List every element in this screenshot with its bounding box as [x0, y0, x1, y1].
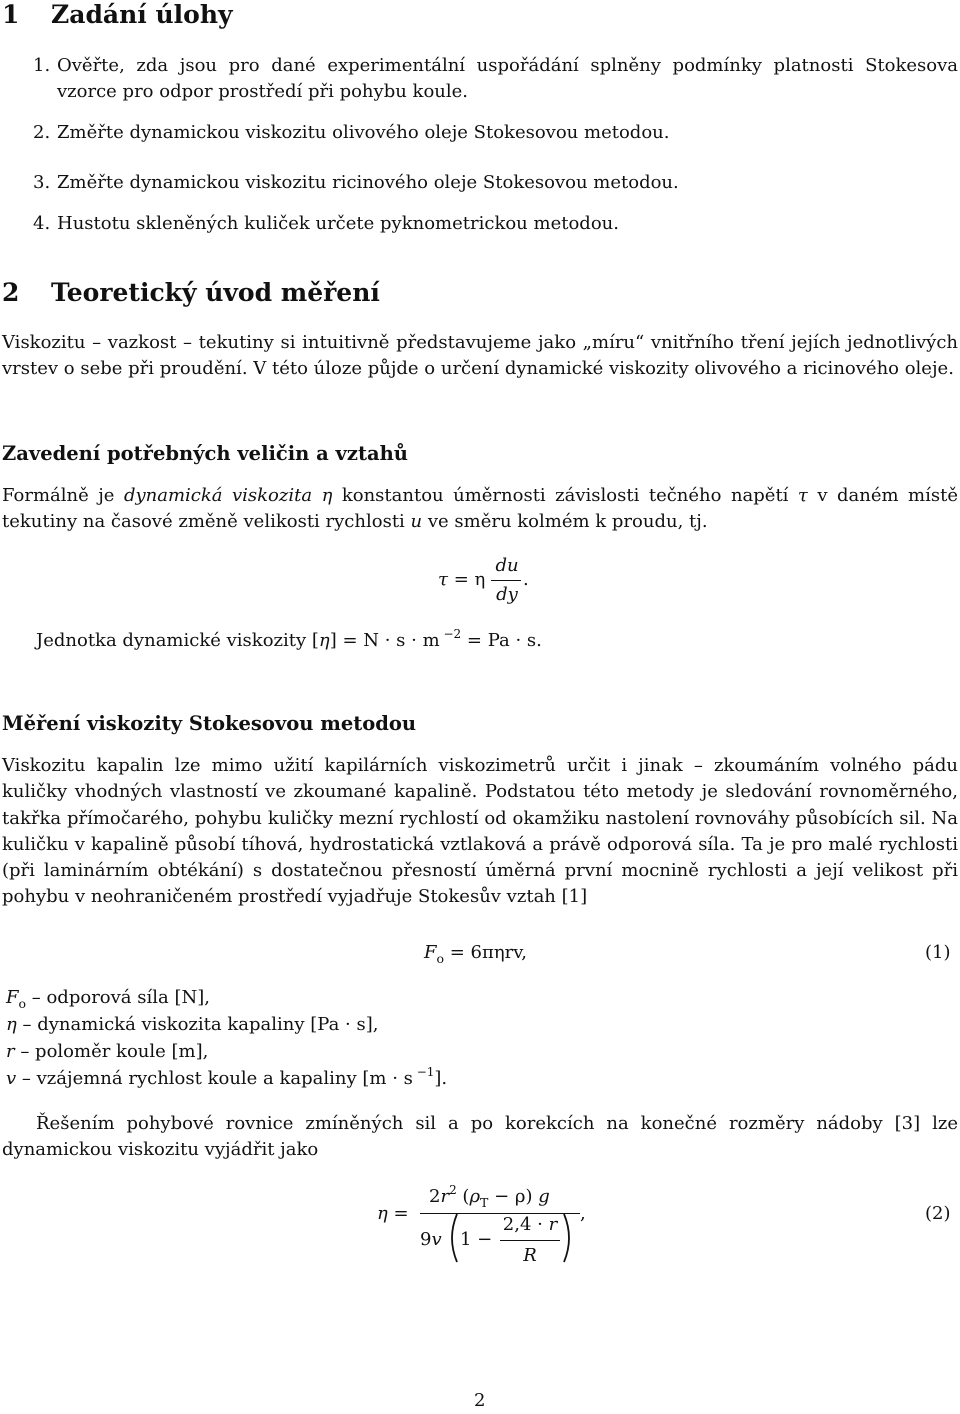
task-text: Změřte dynamickou viskozitu olivového oleje Stokesovou metodou.: [57, 122, 670, 143]
equation-newton: τ = η: [438, 569, 486, 590]
eta-inner-numerator: 2,4 · r: [502, 1214, 558, 1235]
section-number: 2: [2, 278, 20, 307]
fraction-numerator: du: [495, 555, 519, 576]
section-heading-2: [2, 278, 380, 308]
task-item-4: [33, 211, 958, 237]
eta-numerator: $2r^2$ $(\rho_T - \rho)$ g: [429, 1183, 550, 1210]
subsection-heading-quantities: Zavedení potřebných veličin a vztahů: [2, 442, 408, 465]
eta-inner-denominator: R: [523, 1245, 537, 1266]
unit-line: Jednotka dynamické viskozity [η] = N · s · m $^{-2}$ = Pa · s.: [36, 627, 542, 651]
eta-denominator-b: 1 −: [460, 1229, 493, 1250]
section-number: 1: [2, 0, 20, 29]
right-paren: [561, 1212, 577, 1264]
task-item-1: [33, 53, 958, 105]
eta-lhs: η =: [377, 1203, 409, 1224]
equation-stokes: $F_o = 6\pi\eta rv$,: [424, 942, 527, 966]
task-number: 4.: [33, 213, 51, 234]
page-number: 2: [474, 1390, 486, 1411]
task-number: 1.: [33, 55, 51, 76]
task-item-2: [33, 120, 958, 146]
term-dynamic-viscosity: dynamická viskozita: [123, 485, 313, 506]
task-text: Změřte dynamickou viskozitu ricinového oleje Stokesovou metodou.: [57, 172, 679, 193]
task-item-3: [33, 170, 958, 196]
fraction-denominator: dy: [496, 584, 518, 605]
eta-inner-fraction-bar: [500, 1240, 560, 1241]
solution-paragraph: Řešením pohybové rovnice zmíněných sil a po korekcích na konečné rozměry nádoby [3] lze dynamickou viskozitu vyjádřit jako: [2, 1113, 958, 1161]
subsection-heading-stokes: Měření viskozity Stokesovou metodou: [2, 712, 417, 735]
equation-number-2: (2): [925, 1203, 951, 1224]
stokes-paragraph: Viskozitu kapalin lze mimo užití kapilárních viskozimetrů určit i jinak – zkoumáním volného pádu kuličky vhodných vlastností ve zkoumané kapalině. Podstatou této metody je sledování rovnoměrného, takřka přímočarého, pohybu kuličky mezní rychlostí od okamžiku nastolení rovnováhy působících sil. Na kuličku v kapalině působí tíhová, hydrostatická vztlaková a právě odporová síla. Ta je pro malé rychlosti (při laminárním obtékání) s dostatečnou přesností úměrná první mocnině rychlosti a její velikost při pohybu v neohraničeném prostředí vyjadřuje Stokesův vztah [1]: [2, 755, 958, 908]
eta-denominator-a: 9v: [420, 1229, 442, 1250]
equation-number-1: (1): [925, 942, 951, 963]
quantities-paragraph: Formálně je dynamická viskozita η konstantou úměrnosti závislosti tečného napětí τ v daném místě tekutiny na časové změně velikosti rychlosti u ve směru kolmém k proudu, tj.: [2, 485, 958, 533]
section-title: Zadání úlohy: [51, 0, 233, 29]
task-text: Ověřte, zda jsou pro dané experimentální uspořádání splněny podmínky platnosti Stokesova vzorce pro odpor prostředí při pohybu koule.: [57, 55, 958, 102]
equation-end: .: [523, 569, 529, 590]
task-number: 2.: [33, 122, 51, 143]
legend-item-velocity: v – vzájemná rychlost koule a kapaliny [m · s $^{-1}$].: [6, 1065, 448, 1089]
section-title: Teoretický úvod měření: [51, 278, 380, 307]
intro-paragraph: Viskozitu – vazkost – tekutiny si intuitivně představujeme jako „míru“ vnitřního tření jejích jednotlivých vrstev o sebe při proudění. V této úloze půjde o určení dynamické viskozity olivového a ricinového oleje.: [2, 332, 958, 380]
left-paren: [444, 1212, 460, 1264]
legend-item-viscosity: η – dynamická viskozita kapaliny [Pa · s],: [6, 1014, 379, 1035]
section-heading-1: [2, 0, 233, 30]
task-number: 3.: [33, 172, 51, 193]
task-text: Hustotu skleněných kuliček určete pyknometrickou metodou.: [57, 213, 619, 234]
legend-item-radius: r – poloměr koule [m],: [6, 1041, 209, 1062]
legend-item-force: $F_o$ – odporová síla [N],: [6, 987, 210, 1011]
eta-comma: ,: [580, 1203, 586, 1224]
